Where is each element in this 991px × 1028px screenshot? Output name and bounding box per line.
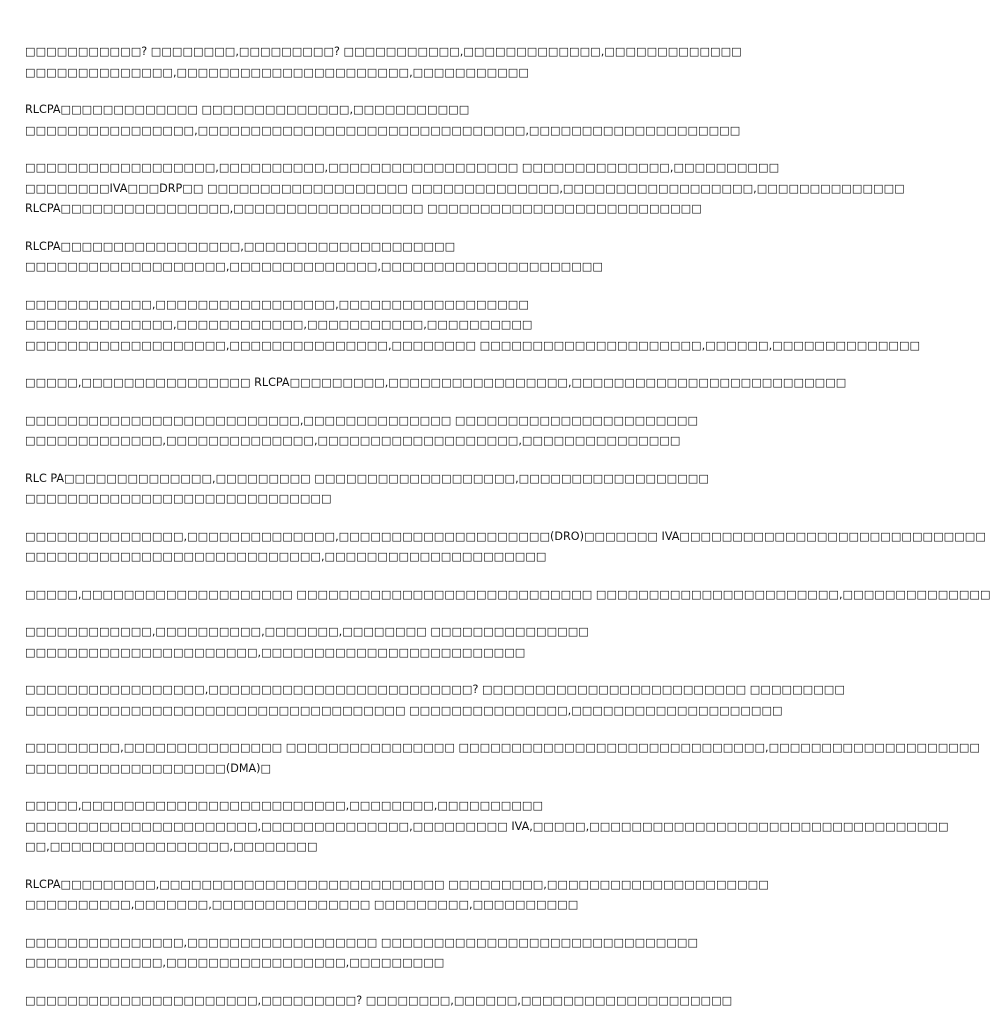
paragraph [25,738,980,779]
paragraph [25,469,709,510]
paragraph [25,933,697,974]
text-line: □□□□□□□□□□□□□□□□□□□□□□□□□□□□□□□□□□□□ □□□□□□□□□□□□□□□,□□□□□□□□□□□□□□□□□□□□ [25,703,783,717]
text-line: □□□□□□□□□□□? □□□□□□□□,□□□□□□□□□? □□□□□□□□□□□,□□□□□□□□□□□□□,□□□□□□□□□□□□□ [25,45,742,58]
paragraph [25,796,949,858]
text-line: □□□□□□□□□,□□□□□□□□□□□□□□□ □□□□□□□□□□□□□□□□ □□□□□□□□□□□□□□□□□□□□□□□□□□□□□,□□□□□□□□□□□□□□□□□□□□ [25,741,980,754]
text-line: □□,□□□□□□□□□□□□□□□□□,□□□□□□□□ [25,840,318,853]
text-line: □□□□□□□□□□□□□,□□□□□□□□□□□□□□,□□□□□□□□□□□□□□□□□□□,□□□□□□□□□□□□□□□ [25,434,681,447]
text-line: □□□□□□□□□□□□□□,□□□□□□□□□□□□,□□□□□□□□□□□,□□□□□□□□□□ [25,318,533,331]
text-line: RLCPA□□□□□□□□□□□□□□□□,□□□□□□□□□□□□□□□□□□ □□□□□□□□□□□□□□□□□□□□□□□□□□ [25,202,702,215]
paragraph [25,42,742,83]
paragraph [25,875,769,916]
text-line: □□□□□□□□IVA□□□DRP□□ □□□□□□□□□□□□□□□□□□□ □□□□□□□□□□□□□□,□□□□□□□□□□□□□□□□□□,□□□□□□□□□□□□□□ [25,181,905,195]
text-line: □□□□□,□□□□□□□□□□□□□□□□□□□□ □□□□□□□□□□□□□□□□□□□□□□□□□□□□ □□□□□□□□□□□□□□□□□□□□□□□,□□□□□□□□□□□□□□ [25,587,991,601]
text-line: □□□□□□□□□□□□□□□□□□□,□□□□□□□□□□□□□□,□□□□□□□□□□□□□□□□□□□□□ [25,260,603,273]
text-line: □□□□□□□□□□,□□□□□□□,□□□□□□□□□□□□□□□ □□□□□□□□□,□□□□□□□□□□ [25,898,579,911]
paragraph [25,680,845,721]
text-line: □□□□□□□□□□□□□□□□□□□□□□,□□□□□□□□□□□□□□□□□□□□□□□□□ [25,645,526,659]
text-line: RLCPA□□□□□□□□□□□□□□□□□,□□□□□□□□□□□□□□□□□□□□ [25,239,456,253]
text-line: □□□□□□□□□□□□□□,□□□□□□□□□□□□□□□□□□□□□□,□□□□□□□□□□□ [25,65,529,79]
text-line: □□□□□□□□□□□□□□□□□□□,□□□□□□□□□□□□□□□,□□□□□□□□ □□□□□□□□□□□□□□□□□□□□□,□□□□□□,□□□□□□□□□□□□□□ [25,338,921,352]
text-line: □□□□□□□□□□□□□□□□□,□□□□□□□□□□□□□□□□□□□□□□□□□? □□□□□□□□□□□□□□□□□□□□□□□□□ □□□□□□□□□ [25,683,845,696]
text-line: □□□□□□□□□□□□□□□□,□□□□□□□□□□□□□□□□□□□□□□□□□□□□□□□,□□□□□□□□□□□□□□□□□□□□ [25,123,741,137]
text-line: □□□□□□□□□□□□□□□□□□□□□□,□□□□□□□□□? □□□□□□□□,□□□□□□,□□□□□□□□□□□□□□□□□□□□ [25,993,733,1007]
paragraph [25,411,697,452]
paragraph [25,295,921,357]
paragraph [25,100,741,141]
text-line: □□□□□□□□□□□□□□□□□□□□□□□□□□□□□ [25,492,332,505]
paragraph [25,527,986,568]
paragraph [25,373,847,394]
text-line: □□□□□□□□□□□□□□□□□□,□□□□□□□□□□,□□□□□□□□□□□□□□□□□□ □□□□□□□□□□□□□□,□□□□□□□□□□ [25,161,780,174]
text-line: □□□□□□□□□□□□□,□□□□□□□□□□□□□□□□□,□□□□□□□□□ [25,956,445,969]
text-line: □□□□□□□□□□□□□□□,□□□□□□□□□□□□□□,□□□□□□□□□□□□□□□□□□□□(DRO)□□□□□□□ IVA□□□□□□□□□□□□□□□□□□□□□□□□□□□□□ [25,529,986,543]
text-line: □□□□□□□□□□□□,□□□□□□□□□□□□□□□□□,□□□□□□□□□□□□□□□□□□ [25,297,529,311]
paragraph [25,622,697,663]
text-line: □□□□□,□□□□□□□□□□□□□□□□□□□□□□□□□,□□□□□□□□,□□□□□□□□□□ [25,799,544,812]
text-line: □□□□□□□□□□□□□□□□□□□(DMA)□ [25,761,272,775]
text-line: RLC PA□□□□□□□□□□□□□□,□□□□□□□□□ □□□□□□□□□□□□□□□□□□□,□□□□□□□□□□□□□□□□□□ [25,471,709,485]
paragraph [25,237,697,278]
paragraph [25,585,991,606]
text-line: □□□□□,□□□□□□□□□□□□□□□□ RLCPA□□□□□□□□□,□□□□□□□□□□□□□□□□□,□□□□□□□□□□□□□□□□□□□□□□□□□□ [25,376,847,389]
text-line: □□□□□□□□□□□□,□□□□□□□□□□,□□□□□□□,□□□□□□□□ □□□□□□□□□□□□□□□ [25,625,589,638]
document-body [25,42,991,1028]
text-line: RLCPA□□□□□□□□□□□□□ □□□□□□□□□□□□□□,□□□□□□□□□□□ [25,103,470,116]
paragraph [25,991,733,1012]
text-line: □□□□□□□□□□□□□□□,□□□□□□□□□□□□□□□□□□ □□□□□□□□□□□□□□□□□□□□□□□□□□□□□□ [25,935,699,949]
text-line: □□□□□□□□□□□□□□□□□□□□□□□□□□□□,□□□□□□□□□□□□□□□□□□□□□ [25,550,547,563]
text-line: RLCPA□□□□□□□□□,□□□□□□□□□□□□□□□□□□□□□□□□□□□ □□□□□□□□□,□□□□□□□□□□□□□□□□□□□□□ [25,877,769,891]
text-line: □□□□□□□□□□□□□□□□□□□□□□,□□□□□□□□□□□□□□,□□□□□□□□□ IVA,□□□□□,□□□□□□□□□□□□□□□□□□□□□□□□□□□□□□□□□□ [25,819,949,833]
paragraph [25,158,905,220]
text-line: □□□□□□□□□□□□□□□□□□□□□□□□□□,□□□□□□□□□□□□□□ □□□□□□□□□□□□□□□□□□□□□□□ [25,413,699,427]
